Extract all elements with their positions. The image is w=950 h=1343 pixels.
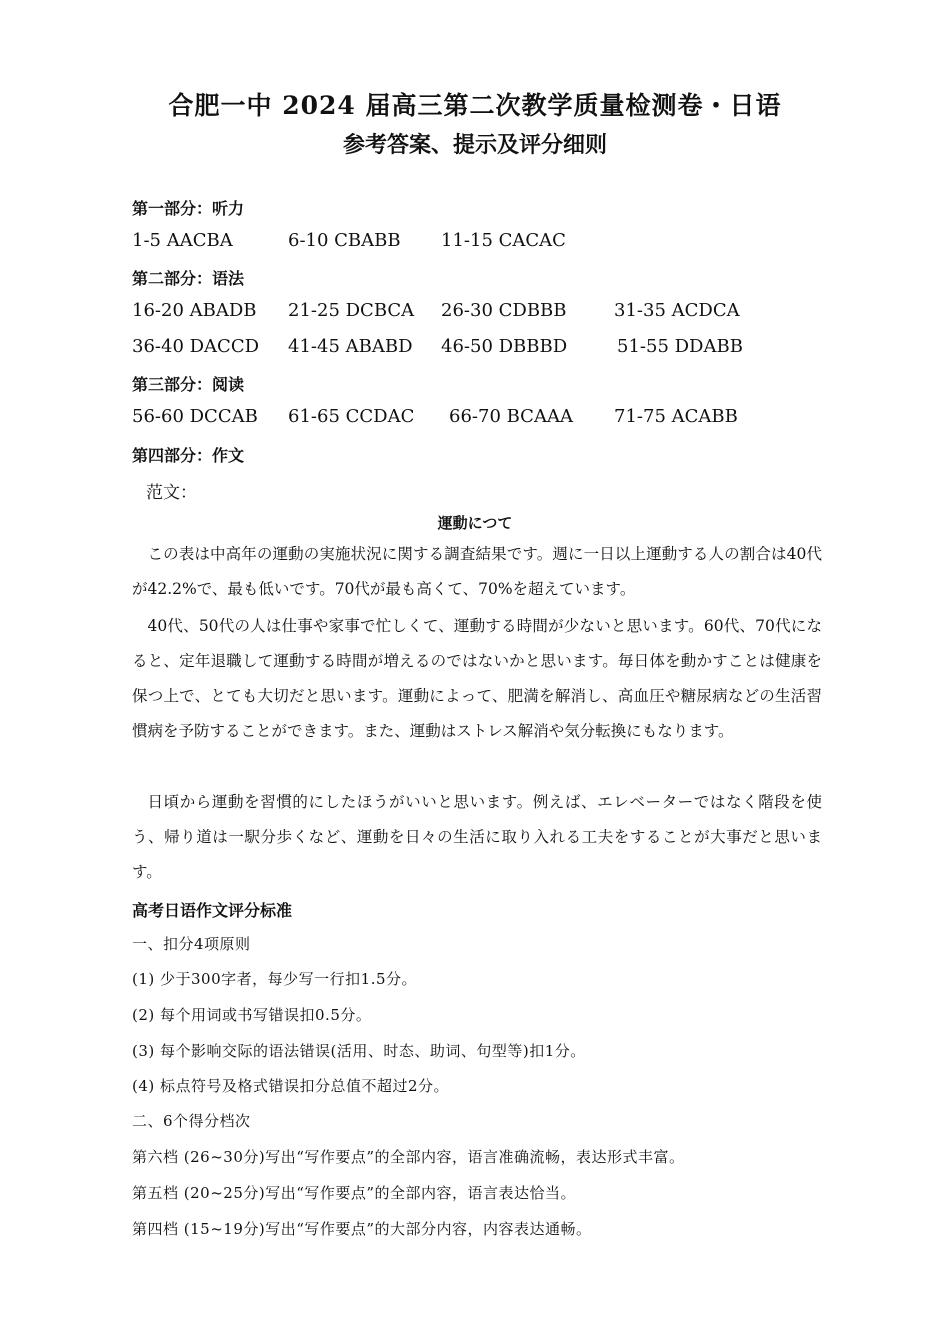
sample-label: 范文： <box>146 483 197 503</box>
rule-item: (1) 少于300字者，每少写一行扣1.5分。 <box>132 970 418 988</box>
answer-group: 16-20 ABADB <box>132 300 257 321</box>
part1-answers-row <box>0 230 950 254</box>
answer-group: 71-75 ACABB <box>614 406 738 427</box>
answer-group: 41-45 ABABD <box>288 336 413 357</box>
level-item: 第四档 (15~19分)写出“写作要点”的大部分内容，内容表达通畅。 <box>132 1220 592 1238</box>
answer-group: 56-60 DCCAB <box>132 406 258 427</box>
rule-item: (3) 每个影响交际的语法错误(活用、时态、助词、句型等)扣1分。 <box>132 1042 586 1060</box>
part2-heading: 第二部分：语法 <box>132 269 245 288</box>
page-subtitle: 参考答案、提示及评分细则 <box>342 132 607 158</box>
essay-title: 運動につて <box>437 514 513 532</box>
part3-heading: 第三部分：阅读 <box>132 375 245 394</box>
answer-group: 6-10 CBABB <box>288 230 401 251</box>
essay-paragraph: 日頃から運動を習慣的にしたほうがいいと思います。例えば、エレベーターではなく階段を使う、帰り道は一駅分歩くなど、運動を日々の生活に取り入れる工夫をすることが大事だと思います。 <box>132 793 822 881</box>
part2-answers-row-1 <box>0 300 950 324</box>
page-title: 合肥一中 2024 届高三第二次教学质量检测卷・日语 <box>168 91 782 120</box>
essay-paragraph: この表は中高年の運動の実施状況に関する調査結果です。週に一日以上運動する人の割合は40代が42.2%で、最も低いです。70代が最も高くて、70%を超えています。 <box>132 545 822 598</box>
answer-group: 21-25 DCBCA <box>288 300 415 321</box>
answer-group: 1-5 AACBA <box>132 230 233 251</box>
answer-group: 61-65 CCDAC <box>288 406 415 427</box>
part4-heading: 第四部分：作文 <box>132 446 245 465</box>
answer-group: 46-50 DBBBD <box>441 336 568 357</box>
answer-group: 11-15 CACAC <box>441 230 566 251</box>
level-item: 第六档 (26~30分)写出“写作要点”的全部内容，语言准确流畅，表达形式丰富。 <box>132 1148 685 1166</box>
level-item: 第五档 (20~25分)写出“写作要点”的全部内容，语言表达恰当。 <box>132 1184 577 1202</box>
essay-paragraph: 40代、50代の人は仕事や家事で忙しくて、運動する時間が少ないと思います。60代、70代になると、定年退職して運動する時間が増えるのではないかと思います。毎日体を動かすことは健康を保つ上で、とても大切だと思います。運動によって、肥満を解消し、高血圧や糖尿病などの生活習慣病を予防することができます。また、運動はストレス解消や気分転換にもなります。 <box>132 617 822 740</box>
answer-group: 31-35 ACDCA <box>614 300 740 321</box>
standards-section-1: 一、扣分4项原则 <box>132 935 251 953</box>
part2-answers-row-2 <box>0 336 950 360</box>
answer-group: 36-40 DACCD <box>132 336 260 357</box>
answer-group: 26-30 CDBBB <box>441 300 567 321</box>
standards-section-2: 二、6个得分档次 <box>132 1112 251 1130</box>
rule-item: (4) 标点符号及格式错误扣分总值不超过2分。 <box>132 1077 450 1095</box>
part1-heading: 第一部分：听力 <box>132 199 245 218</box>
rule-item: (2) 每个用词或书写错误扣0.5分。 <box>132 1006 372 1024</box>
part3-answers-row <box>0 406 950 430</box>
answer-group: 51-55 DDABB <box>617 336 743 357</box>
standards-title: 高考日语作文评分标准 <box>132 901 293 920</box>
answer-group: 66-70 BCAAA <box>449 406 573 427</box>
